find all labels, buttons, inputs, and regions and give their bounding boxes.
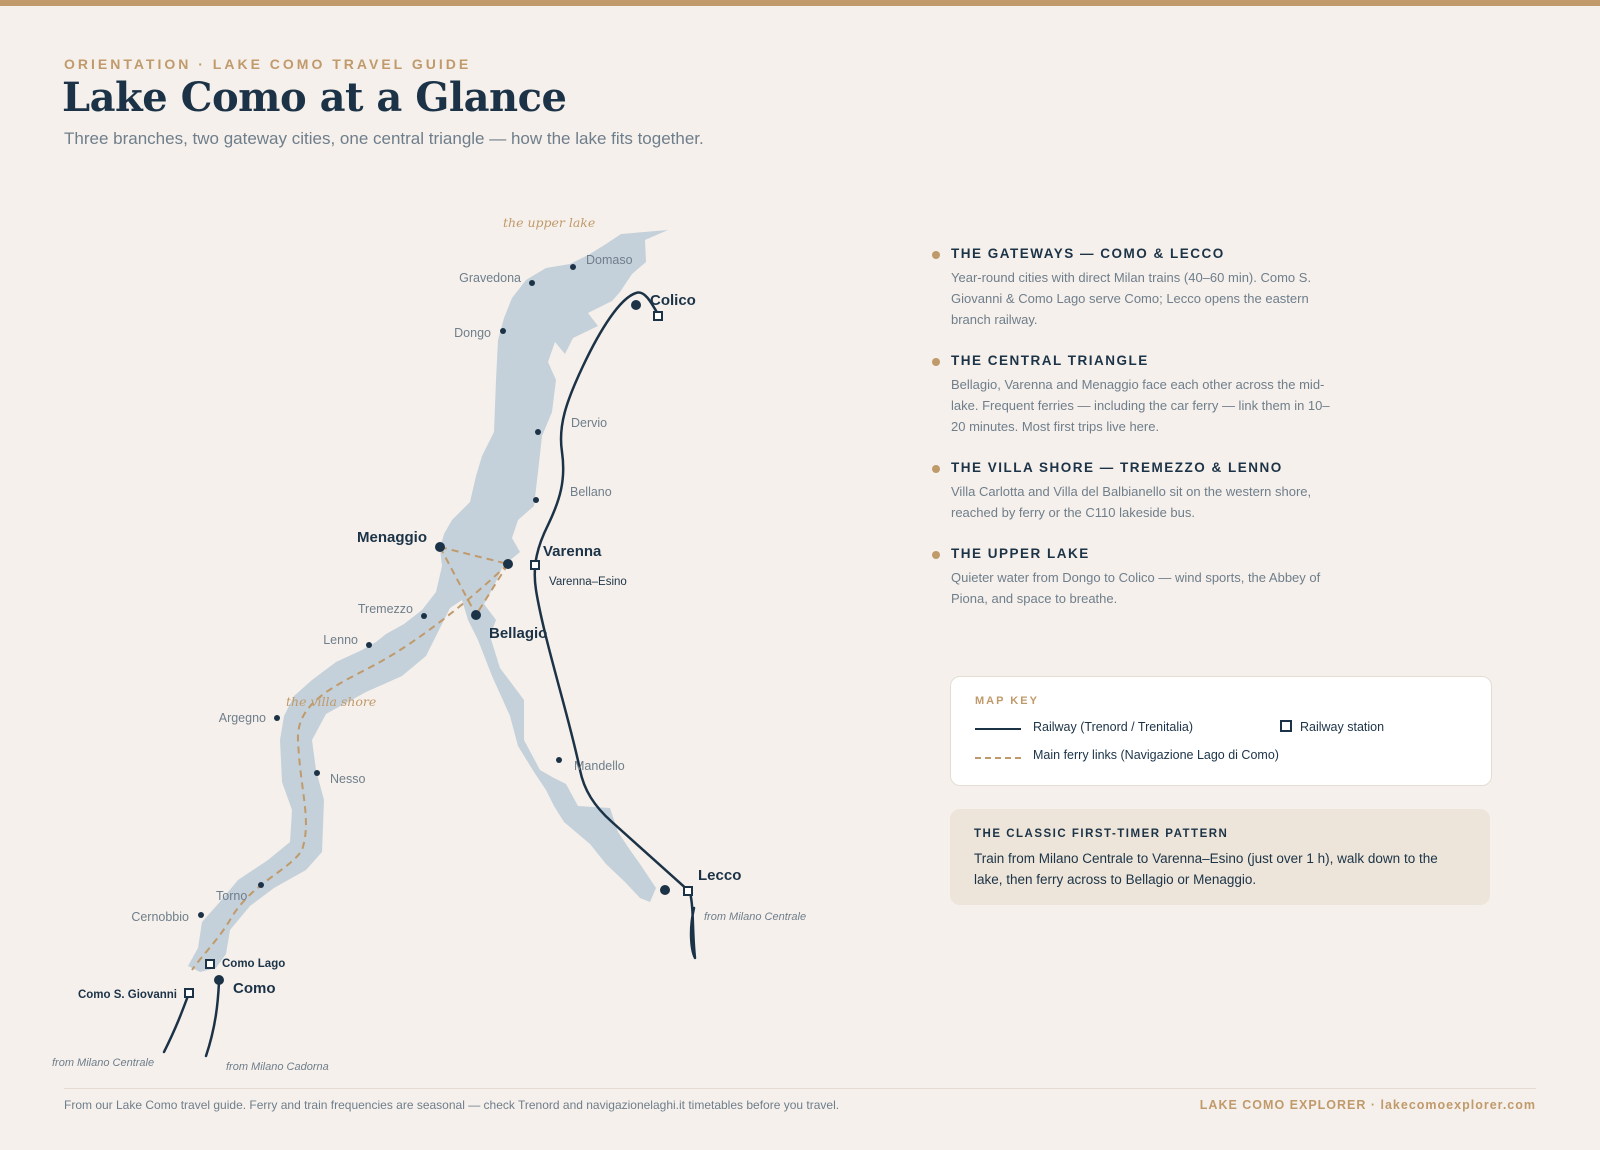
town-label-gravedona: Gravedona [459,271,521,285]
bullet-dot [932,358,940,366]
section-body: Bellagio, Varenna and Menaggio face each other across the mid-lake. Frequent ferries — including the car ferry — link them in 10–20 minutes. Most first trips live here. [951,377,1330,434]
railway-como-lago [206,982,219,1056]
pattern-title: THE CLASSIC FIRST-TIMER PATTERN [974,828,1229,840]
station-colico [654,312,662,320]
railway-line-swatch [975,728,1021,730]
ferry-line-swatch [975,757,1021,759]
footer-brand-link[interactable]: LAKE COMO EXPLORER · lakecomoexplorer.com [1199,1098,1536,1112]
section-body: Year-round cities with direct Milan trains (40–60 min). Como S. Giovanni & Como Lago serve Como; Lecco opens the eastern branch railway. [951,270,1312,327]
page-subtitle: Three branches, two gateway cities, one central triangle — how the lake fits together. [64,129,704,148]
section-body: Villa Carlotta and Villa del Balbianello sit on the western shore, reached by ferry or the C110 lakeside bus. [951,484,1312,520]
town-dot-bellano [533,497,539,503]
footer-divider [64,1088,1536,1089]
station-square-icon [1280,720,1292,732]
town-dot-domaso [570,264,576,270]
town-label-argegno: Argegno [218,711,266,725]
town-label-tremezzo: Tremezzo [357,602,413,616]
station-varenna-esino [531,561,539,569]
rail-origin-como-s-giovanni: from Milano Centrale [52,1057,155,1069]
orientation-sections [951,246,1331,632]
bullet-dot [932,251,940,259]
town-dot-lecco [660,885,670,895]
town-dot-varenna [503,559,513,569]
town-dot-dervio [535,429,541,435]
station-label-como-lago: Como Lago [222,958,286,970]
section-body: Quieter water from Dongo to Colico — wind sports, the Abbey of Piona, and space to breathe. [951,570,1321,606]
section-gateways [951,246,1331,330]
town-label-cernobbio: Cernobbio [131,910,189,924]
station-label-varenna-esino: Varenna–Esino [549,576,627,588]
region-label-villa-shore: the villa shore [286,694,377,709]
town-label-dongo: Dongo [454,326,491,340]
town-dot-gravedona [529,280,535,286]
town-dot-dongo [500,328,506,334]
town-dot-como [214,975,224,985]
town-label-bellano: Bellano [570,485,612,499]
town-label-menaggio: Menaggio [357,529,427,546]
town-dot-mandello [556,757,562,763]
region-label-upper-lake: the upper lake [503,215,596,230]
map-key [950,676,1492,786]
town-label-domaso: Domaso [586,253,633,267]
footer-note: From our Lake Como travel guide. Ferry and train frequencies are seasonal — check Trenord and navigazionelaghi.it timetables before you travel. [64,1098,840,1112]
ferry-key-label: Main ferry links (Navigazione Lago di Como) [1033,748,1279,762]
town-dot-menaggio [435,542,445,552]
map-key-title: MAP KEY [975,695,1039,707]
section-title: THE CENTRAL TRIANGLE [951,353,1149,368]
town-label-torno: Torno [216,889,248,903]
eyebrow-label: ORIENTATION · LAKE COMO TRAVEL GUIDE [64,56,472,72]
town-label-lenno: Lenno [323,633,358,647]
rail-origin-como-lago: from Milano Cadorna [226,1061,329,1073]
section-central-triangle [951,353,1331,437]
town-dot-colico [631,300,641,310]
town-label-dervio: Dervio [571,416,608,430]
station-como-lago [206,960,214,968]
town-label-lecco: Lecco [698,867,742,884]
town-label-nesso: Nesso [330,772,366,786]
section-title: THE GATEWAYS — COMO & LECCO [951,246,1225,261]
town-dot-nesso [314,770,320,776]
bullet-dot [932,465,940,473]
town-dot-tremezzo [421,613,427,619]
town-dot-cernobbio [198,912,204,918]
section-title: THE VILLA SHORE — TREMEZZO & LENNO [951,460,1283,475]
rail-origin-lecco: from Milano Centrale [704,911,807,923]
section-villa-shore [951,460,1331,523]
pattern-body: Train from Milano Centrale to Varenna–Esino (just over 1 h), walk down to the lake, then ferry across to Bellagio or Menaggio. [974,851,1438,887]
section-title: THE UPPER LAKE [951,546,1090,561]
page-title: Lake Como at a Glance [62,74,567,121]
station-lecco [684,887,692,895]
town-label-bellagio: Bellagio [489,625,548,642]
town-label-colico: Colico [650,292,696,309]
town-dot-argegno [274,715,280,721]
station-key-label: Railway station [1300,720,1385,734]
station-como-s-giovanni [185,989,193,997]
town-label-mandello: Mandello [574,759,625,773]
section-upper-lake [951,546,1331,609]
town-dot-bellagio [471,610,481,620]
town-dot-torno [258,882,264,888]
railway-key-label: Railway (Trenord / Trenitalia) [1033,720,1194,734]
railway-como-s-giovanni [164,993,189,1052]
bullet-dot [932,551,940,559]
town-label-como: Como [233,980,276,997]
first-timer-pattern-card [950,809,1490,905]
station-label-como-s-giovanni: Como S. Giovanni [77,989,177,1001]
town-dot-lenno [366,642,372,648]
town-label-varenna: Varenna [543,543,602,560]
